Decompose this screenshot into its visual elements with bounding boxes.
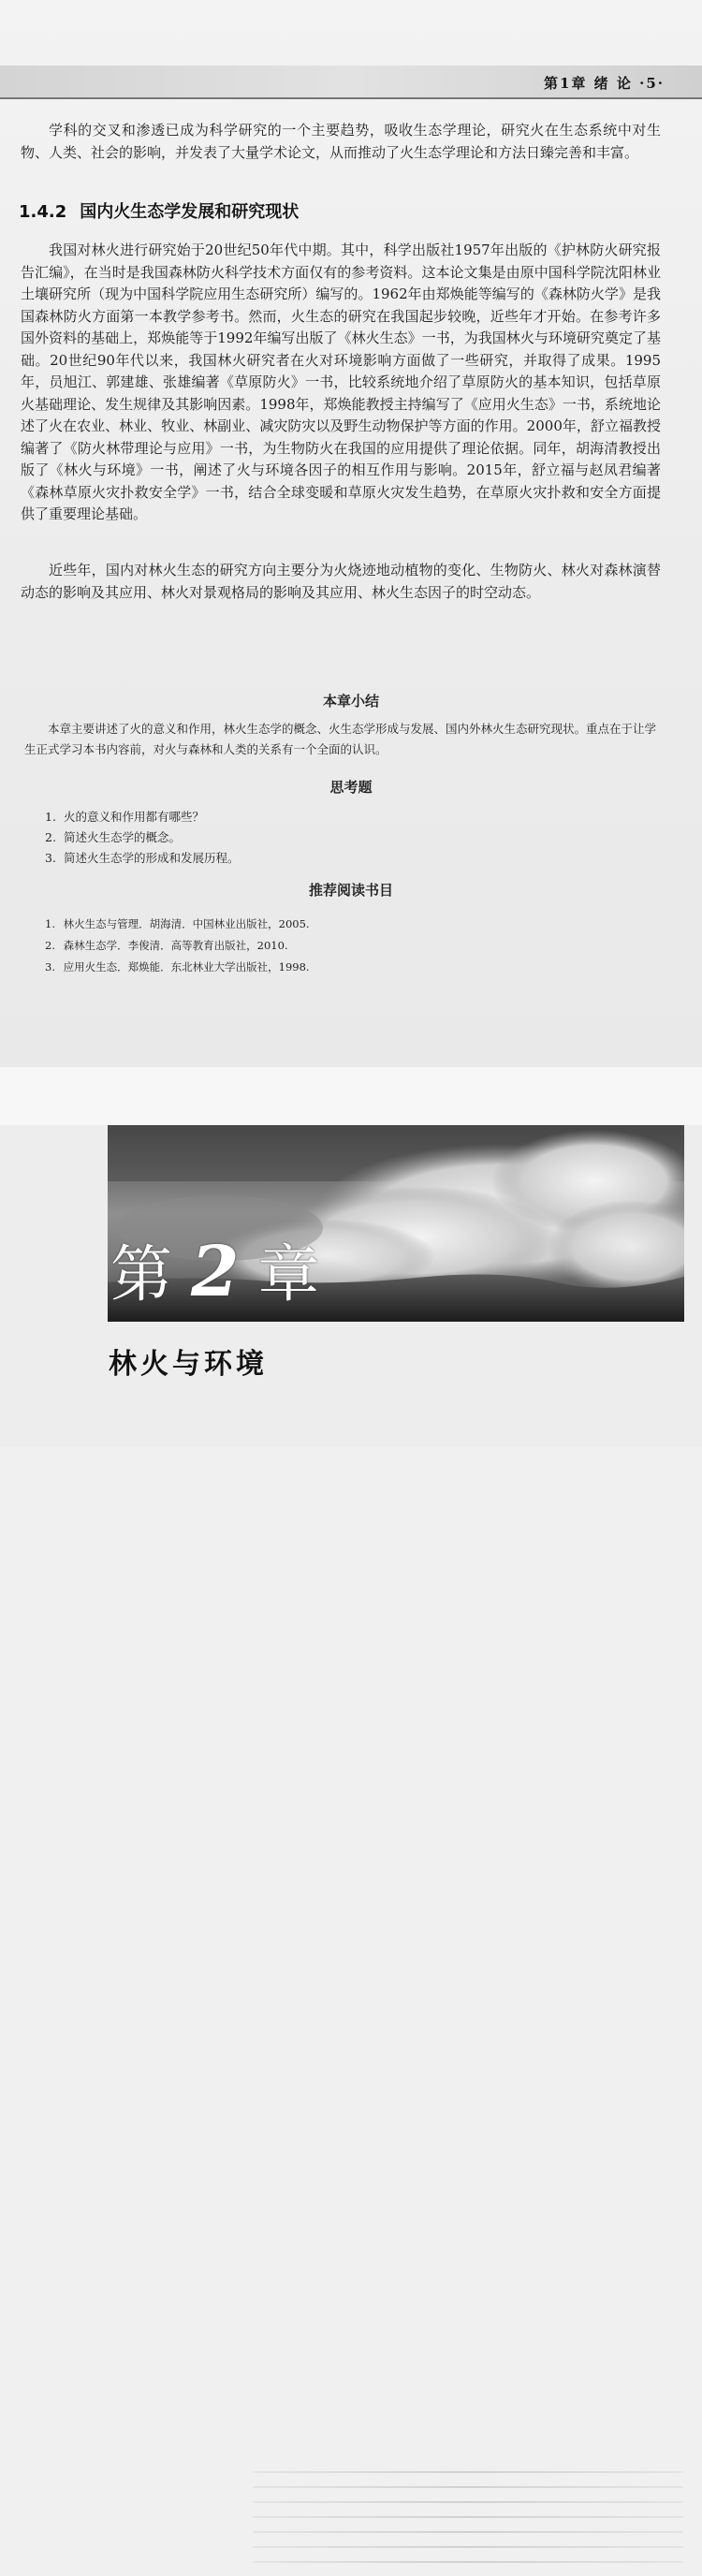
reading-text: 应用火生态．郑焕能．东北林业大学出版社，1998. — [63, 960, 310, 973]
chapter-number: 2 — [191, 1232, 249, 1312]
reading-text: 森林生态学．李俊清．高等教育出版社，2010. — [63, 939, 288, 952]
chapter-opening-page — [0, 1125, 702, 1447]
reading-list — [45, 914, 625, 978]
reading-number: 2. — [45, 939, 55, 952]
chapter-suffix: 章 — [257, 1238, 329, 1310]
question-text: 简述火生态学的概念。 — [63, 830, 181, 844]
faint-bleedthrough-text — [253, 2458, 683, 2576]
chapter-prefix: 第 — [110, 1238, 182, 1310]
question-item — [45, 848, 625, 869]
reading-list-title: 推荐阅读书目 — [308, 882, 393, 899]
summary-title: 本章小结 — [322, 693, 379, 710]
questions-title: 思考题 — [329, 779, 373, 796]
reading-item — [45, 935, 625, 957]
section-number: 1.4.2 — [19, 202, 67, 222]
chapter-title: 林火与环境 — [109, 1348, 268, 1381]
question-item — [45, 827, 625, 848]
reading-number: 1. — [45, 917, 55, 930]
reading-text: 林火生态与管理．胡海清．中国林业出版社，2005. — [63, 917, 310, 930]
question-text: 简述火生态学的形成和发展历程。 — [63, 851, 240, 865]
question-number: 2. — [45, 830, 56, 844]
running-head: 第1章 绪 论 ·5· — [544, 75, 665, 92]
section-heading — [19, 198, 299, 223]
paragraph-domestic-history — [21, 240, 661, 526]
question-number: 3. — [45, 851, 56, 865]
reading-item — [45, 957, 625, 978]
paragraph-intro-continued — [21, 120, 661, 164]
reading-number: 3. — [45, 960, 55, 973]
paragraph-text: 我国对林火进行研究始于20世纪50年代中期。其中，科学出版社1957年出版的《护林防火研究报告汇编》，在当时是我国森林防火科学技术方面仅有的参考资料。这本论文集是由原中国科学院沈阳林业土壤研究所（现为中国科学院应用生态研究所）编写的。1962年由郑焕能等编写的《森林防火学》是我国森林防火方面第一本教学参考书。然而，火生态的研究在我国起步较晚，近些年才开始。在参考许多国外资料的基础上，郑焕能等于1992年编写出版了《林火生态》一书，为我国林火与环境研究奠定了基础。20世纪90年代以来，我国林火研究者在火对环境影响方面做了一些研究，并取得了成果。1995年，员旭江、郭建雄、张雄编著《草原防火》一书，比较系统地介绍了草原防火的基本知识，包括草原火基础理论、发生规律及其影响因素。1998年，郑焕能教授主持编写了《应用火生态》一书，系统地论述了火在农业、林业、牧业、林副业、减灾防灾以及野生动物保护等方面的作用。2000年，舒立福教授编著了《防火林带理论与应用》一书，为生物防火在我国的应用提供了理论依据。同年，胡海清教授出版了《林火与环境》一书，阐述了火与环境各因子的相互作用与影响。2015年，舒立福与赵凤君编著《森林草原火灾扑救安全学》一书，结合全球变暖和草原火灾发生趋势，在草原火灾扑救和安全方面提供了重要理论基础。 — [21, 242, 661, 522]
summary-paragraph: 本章主要讲述了火的意义和作用，林火生态学的概念、火生态学形成与发展、国内外林火生态研究现状。重点在于让学生正式学习本书内容前，对火与森林和人类的关系有一个全面的认识。 — [24, 722, 657, 756]
chapter-number-label — [110, 1232, 329, 1312]
paragraph-text: 近些年，国内对林火生态的研究方向主要分为火烧迹地动植物的变化、生物防火、林火对森林演替动态的影响及其应用、林火对景观格局的影响及其应用、林火生态因子的时空动态。 — [21, 562, 661, 601]
paragraph-text: 学科的交叉和渗透已成为科学研究的一个主要趋势，吸收生态学理论，研究火在生态系统中对生物、人类、社会的影响，并发表了大量学术论文，从而推动了火生态学理论和方法日臻完善和丰富。 — [21, 122, 661, 161]
reading-item — [45, 914, 625, 935]
questions-list — [45, 807, 625, 869]
summary-text — [24, 719, 661, 760]
question-text: 火的意义和作用都有哪些？ — [63, 810, 204, 824]
question-item — [45, 807, 625, 827]
section-title: 国内火生态学发展和研究现状 — [80, 202, 300, 222]
page-gap — [0, 1067, 702, 1125]
question-number: 1. — [45, 810, 56, 824]
paragraph-recent-research — [21, 560, 661, 604]
